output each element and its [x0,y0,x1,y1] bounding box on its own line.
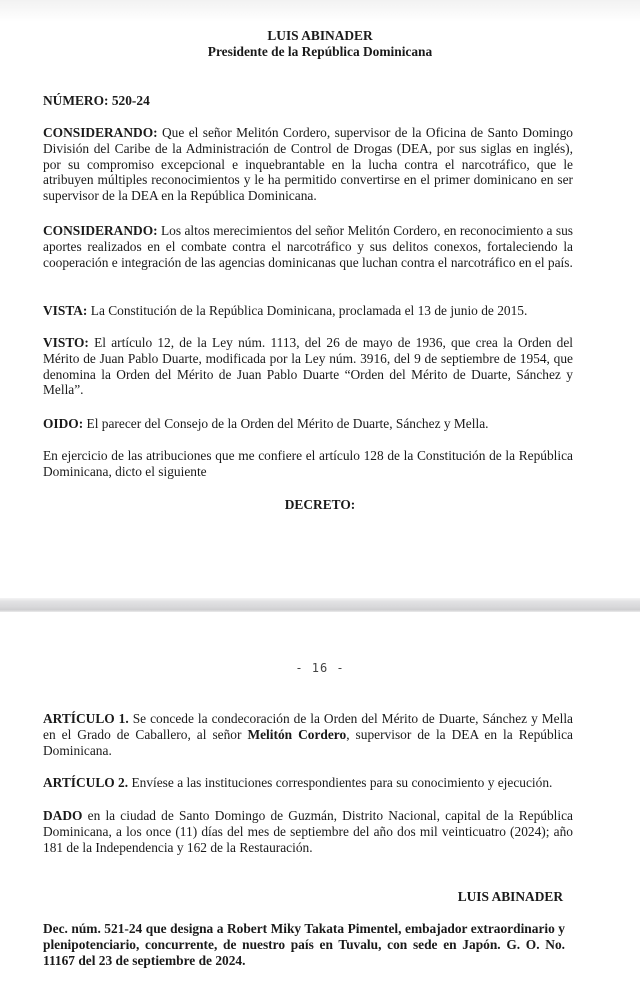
articulo-2 [43,775,573,791]
articulo-1-text-after: , supervisor de la DEA en la República Dominicana. [43,726,573,758]
articulo-2-label: ARTÍCULO 2. [43,775,129,790]
articulo-2-text: Envíese a las instituciones correspondientes para su conocimiento y ejecución. [131,775,553,790]
considerando-2 [43,223,573,270]
considerando-1 [43,125,573,204]
president-title: Presidente de la República Dominicana [207,44,433,59]
dado-label: DADO [43,808,83,823]
decreto-heading: DECRETO: [284,497,356,512]
dado-text: en la ciudad de Santo Domingo de Guzmán, Distrito Nacional, capital de la República Dominicana, a los once (11) días del mes de septiembre del año dos mil veinticuatro (2024); año 181 de la Independencia y 162 de la Restauración. [43,808,573,855]
considerando-1-label: CONSIDERANDO: [43,125,158,140]
president-name: LUIS ABINADER [267,28,373,43]
considerando-2-label: CONSIDERANDO: [43,223,158,238]
considerando-1-text: Que el señor Melitón Cordero, supervisor de la Oficina de Santo Domingo División del Caribe de la Administración de Control de Drogas (DEA, por sus siglas en inglés), por su compromiso excepcional e inquebrantable en la lucha contra el narcotráfico, que le atribuyen múltiples reconocimientos y le ha permitido convertirse en el primer dominicano en ser supervisor de la DEA en la República Dominicana. [43,125,573,204]
vista-label: VISTA: [43,303,88,318]
articulo-1 [43,711,573,758]
oido-text: El parecer del Consejo de la Orden del Mérito de Duarte, Sánchez y Mella. [86,416,489,431]
oido-label: OIDO: [43,416,84,431]
articulo-1-label: ARTÍCULO 1. [43,711,129,726]
ejercicio: En ejercicio de las atribuciones que me confiere el artículo 128 de la Constitución de la República Dominicana, dicto el siguiente [43,448,573,479]
articulo-1-name: Melitón Cordero [247,726,347,742]
document-page-lower [0,612,640,996]
next-decree-summary: Dec. núm. 521-24 que designa a Robert Miky Takata Pimentel, embajador extraordinario y plenipotenciario, concurrente, de nuestro país en Tuvalu, con sede en Japón. G. O. No. 11167 del 23 de septiembre de 2024. [43,921,565,968]
decree-number-value: 520-24 [111,93,150,108]
signature: LUIS ABINADER [457,889,563,904]
visto-text: El artículo 12, de la Ley núm. 1113, del 26 de mayo de 1936, que crea la Orden del Mérito de Juan Pablo Duarte, modificada por la Ley núm. 3916, del 9 de septiembre de 1954, que denomina la Orden del Mérito de Juan Pablo Duarte “Orden del Mérito de Duarte, Sánchez y Mella”. [43,335,573,398]
page-number: - 16 - [295,661,345,675]
dado [43,808,573,855]
decree-number [43,93,573,109]
visto-label: VISTO: [43,335,89,350]
page-separator [0,598,640,612]
considerando-2-text: Los altos merecimientos del señor Melitón Cordero, en reconocimiento a sus aportes realizados en el combate contra el narcotráfico y sus delitos conexos, fortaleciendo la cooperación e integración de las agencias dominicanas que luchan contra el narcotráfico en el país. [43,223,573,270]
decree-number-label: NÚMERO: [43,93,109,108]
articulo-1-text-before: Se concede la condecoración de la Orden del Mérito de Duarte, Sánchez y Mella en el Grado de Caballero, al señor [43,711,573,742]
visto [43,335,573,398]
vista [43,303,573,319]
oido [43,416,573,432]
vista-text: La Constitución de la República Dominicana, proclamada el 13 de junio de 2015. [90,303,528,318]
